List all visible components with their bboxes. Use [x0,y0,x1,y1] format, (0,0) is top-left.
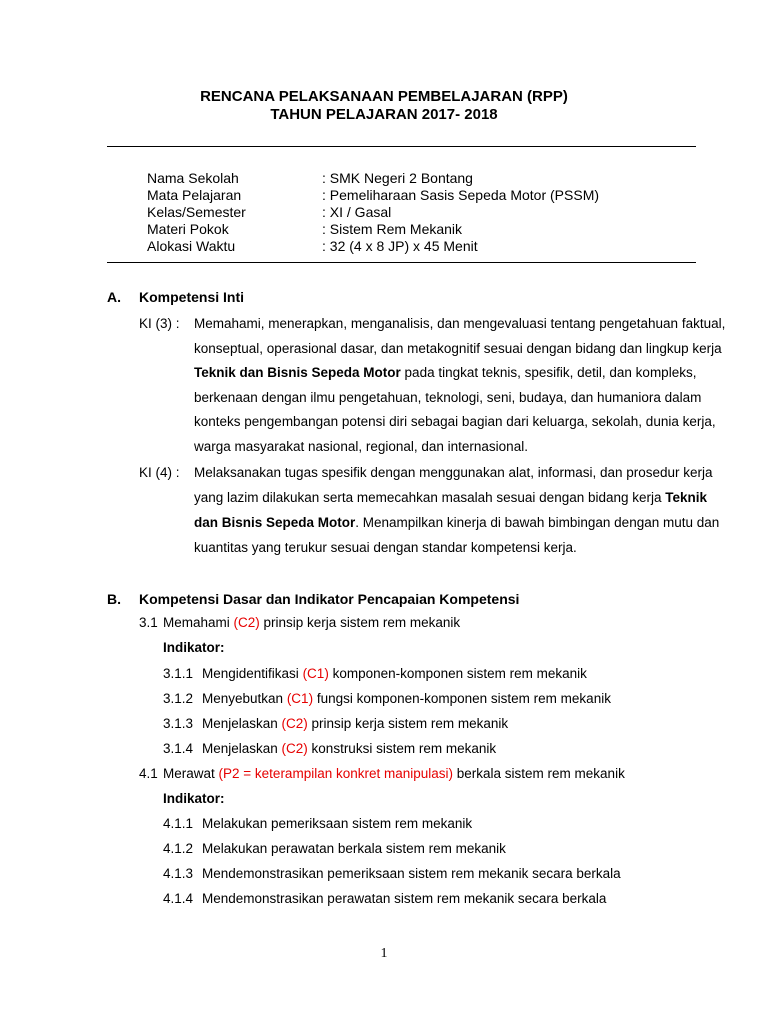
ind-414-text: Mendemonstrasikan perawatan sistem rem mekanik secara berkala [202,891,607,906]
ind-314-rest: konstruksi sistem rem mekanik [307,741,497,756]
ind-314-number: 3.1.4 [163,741,194,756]
kd41-text [163,766,625,781]
ind-311-text [202,666,587,681]
info-value-class: : XI / Gasal [322,204,392,220]
ind-314-text [202,741,496,756]
ind-313-level-tag: (C2) [281,716,308,731]
kd41-indikator-heading: Indikator: [163,791,225,806]
ind-311-level-tag: (C1) [302,666,329,681]
info-value-time: : 32 (4 x 8 JP) x 45 Menit [322,238,478,254]
ki4-program-name-end: dan Bisnis Sepeda Motor [194,515,356,530]
ind-314-verb: Menjelaskan [202,741,282,756]
ki4-label: KI (4) : [139,465,180,480]
ki3-line-2: konseptual, operasional dasar, dan metakognitif sesuai dengan bidang dan lingkup kerja [194,341,722,356]
ind-313-text [202,716,508,731]
ind-414-number: 4.1.4 [163,891,194,906]
kd41-rest: berkala sistem rem mekanik [453,766,625,781]
kd31-indikator-heading: Indikator: [163,640,225,655]
info-value-subject: : Pemeliharaan Sasis Sepeda Motor (PSSM) [322,187,600,203]
info-label-time: Alokasi Waktu [147,238,236,254]
ki4-line-3 [194,515,720,530]
ind-311-number: 3.1.1 [163,666,194,681]
section-b-title: Kompetensi Dasar dan Indikator Pencapaian Kompetensi [139,591,520,607]
ind-312-level-tag: (C1) [286,691,314,706]
kd41-level-tag: (P2 = keterampilan konkret manipulasi) [218,766,454,781]
ind-413-text: Mendemonstrasikan pemeriksaan sistem rem mekanik secara berkala [202,866,621,881]
ind-312-verb: Menyebutkan [202,691,287,706]
section-b-letter: B. [107,591,121,607]
section-a-letter: A. [107,289,121,305]
ind-312-number: 3.1.2 [163,691,194,706]
ind-411-number: 4.1.1 [163,816,194,831]
ind-313-verb: Menjelaskan [202,716,282,731]
top-divider [107,146,696,147]
kd31-verb: Memahami [163,615,234,630]
info-label-topic: Materi Pokok [147,221,229,237]
page-number: 1 [380,946,388,961]
ind-413-number: 4.1.3 [163,866,194,881]
section-a-title: Kompetensi Inti [139,289,245,305]
ki3-line-3 [194,365,696,380]
ki4-line-4: kuantitas yang terukur sesuai dengan standar kompetensi kerja. [194,540,577,555]
ki3-line-6: warga masyarakat nasional, regional, dan internasional. [194,439,528,454]
ind-313-rest: prinsip kerja sistem rem mekanik [307,716,509,731]
info-divider [107,262,696,263]
kd41-number: 4.1 [139,766,158,781]
info-label-school: Nama Sekolah [147,170,239,186]
ind-313-number: 3.1.3 [163,716,194,731]
ki3-label: KI (3) : [139,316,180,331]
ind-314-level-tag: (C2) [281,741,308,756]
ki4-line-2-pre: yang lazim dilakukan serta memecahkan masalah sesuai dengan bidang kerja [194,490,666,505]
ind-411-text: Melakukan pemeriksaan sistem rem mekanik [202,816,473,831]
kd41-verb: Merawat [163,766,219,781]
info-value-school: : SMK Negeri 2 Bontang [322,170,473,186]
kd31-text [163,615,460,630]
ind-312-rest: fungsi komponen-komponen sistem rem mekanik [313,691,611,706]
ind-412-number: 4.1.2 [163,841,194,856]
kd31-level-tag: (C2) [233,615,260,630]
ki4-line-1: Melaksanakan tugas spesifik dengan menggunakan alat, informasi, dan prosedur kerja [194,465,713,480]
document-title: RENCANA PELAKSANAAN PEMBELAJARAN (RPP) [200,88,568,105]
ki3-line-5: konteks pengembangan potensi diri sebagai bagian dari keluarga, sekolah, dunia kerja, [194,414,716,429]
kd31-rest: prinsip kerja sistem rem mekanik [259,615,461,630]
ind-312-text [202,691,611,706]
info-label-class: Kelas/Semester [147,204,246,220]
ki3-line-4: berkenaan dengan ilmu pengetahuan, teknologi, seni, budaya, dan humaniora dalam [194,390,702,405]
ind-311-rest: komponen-komponen sistem rem mekanik [328,666,587,681]
kd31-number: 3.1 [139,615,158,630]
academic-year: TAHUN PELAJARAN 2017- 2018 [270,106,498,123]
ki3-line-3-rest: pada tingkat teknis, spesifik, detil, dan kompleks, [400,365,697,380]
ki4-line-2 [194,490,708,505]
ki4-line-3-rest: . Menampilkan kinerja di bawah bimbingan dengan mutu dan [355,515,720,530]
ind-311-verb: Mengidentifikasi [202,666,303,681]
info-value-topic: : Sistem Rem Mekanik [322,221,463,237]
info-label-subject: Mata Pelajaran [147,187,242,203]
ki4-program-name-start: Teknik [665,490,708,505]
ki3-program-name: Teknik dan Bisnis Sepeda Motor [194,365,401,380]
ind-412-text: Melakukan perawatan berkala sistem rem mekanik [202,841,506,856]
ki3-line-1: Memahami, menerapkan, menganalisis, dan mengevaluasi tentang pengetahuan faktual, [194,316,726,331]
